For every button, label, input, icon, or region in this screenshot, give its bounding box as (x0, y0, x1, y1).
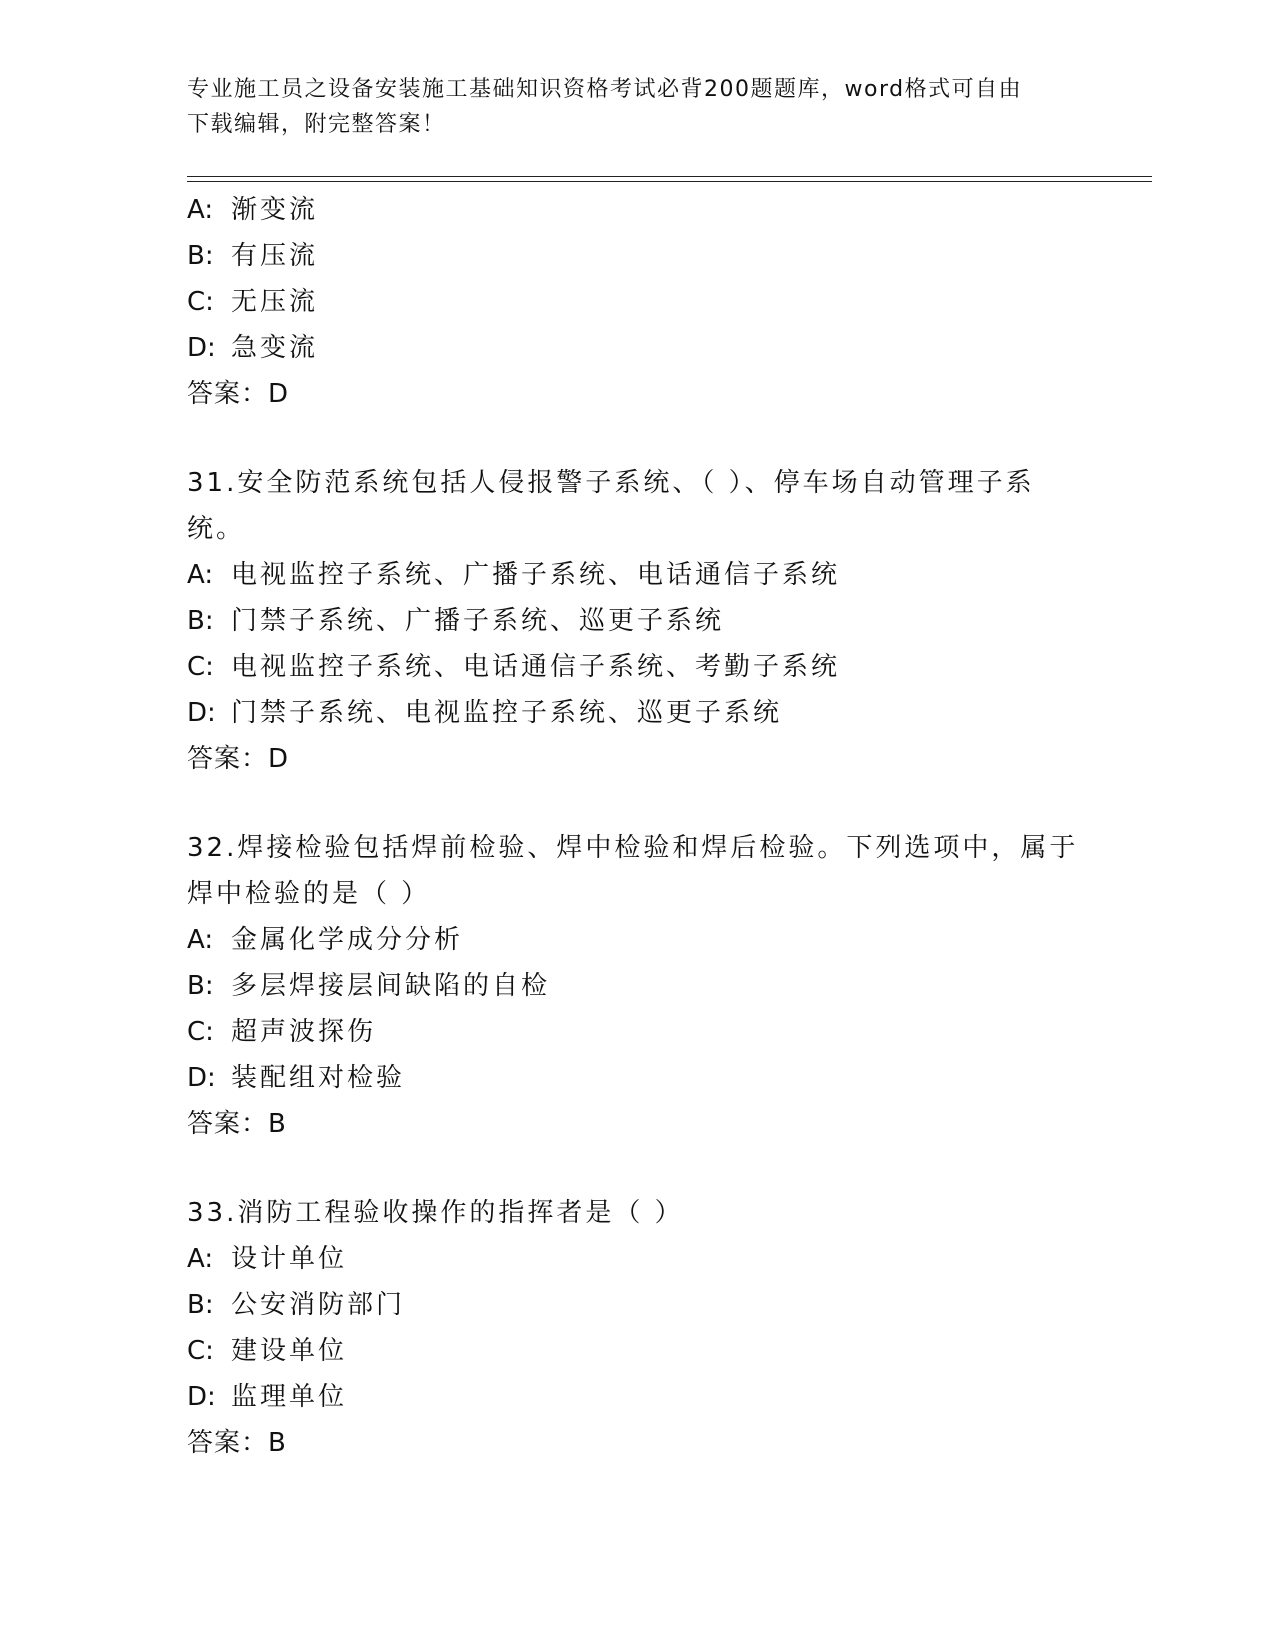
option-a (187, 1236, 1087, 1282)
header-rule-bottom (187, 181, 1152, 182)
option-letter: B: (187, 1290, 214, 1320)
option-text: 急变流 (231, 333, 319, 363)
answer-line: 答案：D (187, 379, 290, 409)
option-d (187, 690, 1087, 736)
option-letter: A: (187, 195, 214, 225)
option-c (187, 1009, 1087, 1055)
option-letter: A: (187, 560, 214, 590)
option-text: 有压流 (231, 241, 319, 271)
answer-line: 答案：B (187, 1428, 287, 1458)
option-d (187, 325, 1087, 371)
question-32 (187, 825, 1087, 1147)
option-text: 装配组对检验 (231, 1063, 406, 1093)
answer-line: 答案：B (187, 1109, 287, 1139)
question-stem-continued: 焊中检验的是（ ） (187, 879, 431, 909)
option-text: 渐变流 (231, 195, 319, 225)
question-gap (187, 782, 1087, 825)
document-header: 专业施工员之设备安装施工基础知识资格考试必背200题题库，word格式可自由 下载编辑，附完整答案！ (187, 77, 1023, 137)
question-gap (187, 417, 1087, 460)
option-letter: D: (187, 333, 216, 363)
option-c (187, 1328, 1087, 1374)
question-stem: 31.安全防范系统包括人侵报警子系统、（ ）、停车场自动管理子系 (187, 468, 1035, 498)
option-a (187, 917, 1087, 963)
option-text: 设计单位 (231, 1244, 348, 1274)
question-gap (187, 1147, 1087, 1190)
option-text: 金属化学成分分析 (231, 925, 464, 955)
option-letter: D: (187, 1063, 216, 1093)
question-30-options (187, 187, 1087, 417)
option-text: 电视监控子系统、广播子系统、电话通信子系统 (231, 560, 841, 590)
option-d (187, 1055, 1087, 1101)
option-text: 公安消防部门 (231, 1290, 406, 1320)
question-stem: 33.消防工程验收操作的指挥者是（ ） (187, 1198, 684, 1228)
option-letter: B: (187, 241, 214, 271)
question-33 (187, 1190, 1087, 1466)
option-text: 监理单位 (231, 1382, 348, 1412)
option-b (187, 1282, 1087, 1328)
question-31 (187, 460, 1087, 782)
question-stem: 32.焊接检验包括焊前检验、焊中检验和焊后检验。下列选项中，属于 (187, 833, 1079, 863)
option-text: 无压流 (231, 287, 319, 317)
option-letter: A: (187, 925, 214, 955)
answer-line: 答案：D (187, 744, 290, 774)
option-letter: B: (187, 971, 214, 1001)
option-text: 门禁子系统、广播子系统、巡更子系统 (231, 606, 725, 636)
option-letter: C: (187, 1336, 214, 1366)
question-content (187, 187, 1087, 1466)
option-a (187, 187, 1087, 233)
option-letter: B: (187, 606, 214, 636)
option-text: 门禁子系统、电视监控子系统、巡更子系统 (231, 698, 783, 728)
option-text: 电视监控子系统、电话通信子系统、考勤子系统 (231, 652, 841, 682)
option-a (187, 552, 1087, 598)
option-letter: D: (187, 1382, 216, 1412)
question-stem-continued: 统。 (187, 514, 246, 544)
option-text: 建设单位 (231, 1336, 348, 1366)
option-letter: A: (187, 1244, 214, 1274)
header-rule-top (187, 176, 1152, 177)
option-d (187, 1374, 1087, 1420)
option-text: 多层焊接层间缺陷的自检 (231, 971, 551, 1001)
option-letter: D: (187, 698, 216, 728)
option-c (187, 279, 1087, 325)
option-letter: C: (187, 1017, 214, 1047)
option-letter: C: (187, 287, 214, 317)
option-b (187, 233, 1087, 279)
option-b (187, 598, 1087, 644)
option-b (187, 963, 1087, 1009)
option-letter: C: (187, 652, 214, 682)
option-text: 超声波探伤 (231, 1017, 377, 1047)
option-c (187, 644, 1087, 690)
